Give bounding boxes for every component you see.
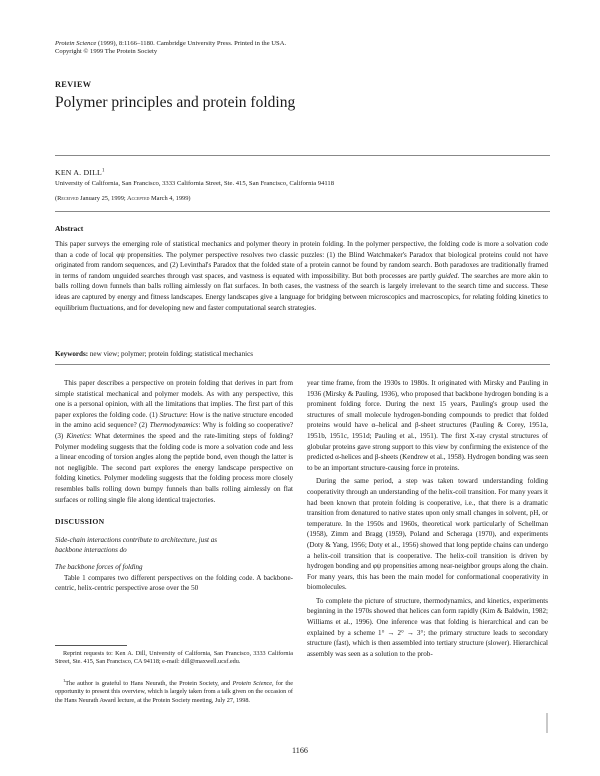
author-text: KEN A. DILL	[55, 168, 103, 177]
right-paragraph-2: During the same period, a step was taken toward understanding folding cooperativity through an understanding of the helix-coil transition. For many years it had been known that protein folding is cooperative, i.e., that there is a dramatic transition from denatured to native states upon only small changes in solvent, pH, or temperature. In the 1950s and 1960s, theoretical work particularly of Schellman (1958), Zimm and Bragg (1959), Poland and Scheraga (1970), and experiments (Doty & Yang, 1956; Doty et al., 1956) showed that long peptide chains can undergo a helix-coil transition that is cooperative. The helix-coil transition is driven by hydrogen bonding and φψ propensities among near-neighbor groups along the chain. For many years, this has been the main model for conformational cooperativity in biomolecules.	[307, 477, 548, 592]
article-title: Polymer principles and protein folding	[55, 94, 296, 111]
title-divider	[55, 155, 550, 156]
intro-structure-term: Structure	[159, 410, 186, 419]
intro-thermo-term: Thermodynamics	[149, 421, 199, 430]
subsection-side-chain: Side-chain interactions contribute to architecture, just as backbone interactions do	[55, 535, 218, 555]
keywords-text: new view; polymer; protein folding; statistical mechanics	[88, 350, 253, 358]
keywords	[55, 350, 253, 358]
author-affiliation: University of California, San Francisco, 3333 California Street, Ste. 415, San Francisco, California 94118	[55, 180, 335, 187]
footnote-emphasis: Protein Science	[232, 680, 273, 688]
author-footnote-mark: 1	[102, 168, 105, 174]
received-label: (Received	[55, 195, 79, 202]
accepted-label: Accepted	[125, 195, 150, 202]
table-paragraph: Table 1 compares two different perspectives on the folding code. A backbone-centric, helix-centric perspective arose over the 50	[55, 573, 293, 593]
subsection-backbone: The backbone forces of folding	[55, 562, 143, 571]
margin-mark	[546, 713, 548, 733]
intro-part-c: : Why is folding so cooperative? (3)	[55, 421, 294, 440]
right-paragraph-1: year time frame, from the 1930s to 1980s. It originated with Mirsky and Pauling in 1936 (Mirsky & Pauling, 1936), who proposed that backbone hydrogen bonding is a prominent folding force. During the next 15 years, Pauling's group used the structures of small molecule hydrogen-bonding compounds to predict that folded proteins would have α–helical and β-sheet structures (Pauling & Corey, 1951a, 1951b, 1951c, 1951d; Pauling et al., 1951). The first X-ray crystal structures of globular proteins gave strong support to this view by confirming the existence of the predicted α-helices and β-sheets (Kendrew et al., 1958). Hydrogen bonding was seen to be an important structure-causing force in proteins.	[307, 379, 548, 472]
footnote-divider	[55, 645, 127, 646]
left-column	[55, 378, 293, 594]
copyright-line: Copyright © 1999 The Protein Society	[55, 48, 158, 55]
abstract-part-a: This paper surveys the emerging role of statistical mechanics and polymer theory in protein folding. In the polymer perspective, the folding code is more a solvation code than a code of local φψ propensities. The polymer perspective resolves two classic puzzles: (1) the Blind Watchmaker's Paradox that biological proteins could not have originated from random sequences, and (2) Levinthal's Paradox that the folded state of a protein cannot be found by random search. Both paradoxes are traditionally framed in terms of random unguided searches through vast spaces, and vastness is equated with impossibility. But both processes are partly	[55, 240, 548, 280]
intro-kinetics-term: Kinetics	[66, 431, 90, 440]
author-name	[55, 168, 105, 177]
article-type: REVIEW	[55, 80, 92, 89]
accepted-date: March 4, 1999)	[149, 195, 191, 202]
intro-part-b: : How is the native structure encoded in the amino acid sequence? (2)	[55, 410, 293, 430]
abstract-text	[55, 239, 548, 313]
citation-line	[55, 40, 286, 48]
page-number: 1166	[292, 746, 308, 755]
footnote-mark: 1	[63, 678, 66, 683]
discussion-heading: DISCUSSION	[55, 517, 105, 527]
footnote-acknowledgment	[55, 677, 293, 705]
journal-header	[55, 40, 286, 56]
footnote-reprint: Reprint requests to: Ken A. Dill, University of California, San Francisco, 3333 California Street, Ste. 415, San Francisco, CA 94118; e-mail: dill@maxwell.ucsf.edu.	[55, 650, 293, 666]
right-column	[307, 378, 548, 659]
keywords-label: Keywords:	[55, 350, 89, 358]
citation-text: (1999), 8:1166–1180. Cambridge University Press. Printed in the USA.	[96, 40, 287, 47]
right-paragraph-3: To complete the picture of structure, thermodynamics, and kinetics, experiments beginning in the 1970s showed that helices can form rapidly (Kim & Baldwin, 1982; Williams et al., 1996). One inference was that folding is hierarchical and can be explained by a scheme 1° → 2° → 3°; the primary structure leads to secondary structure (fast), which is then assembled into tertiary structure (slower). Hierarchical assembly was seen as a solution to the prob-	[307, 596, 548, 658]
abstract-emphasis: guided	[438, 271, 458, 280]
abstract-top-divider	[55, 211, 550, 212]
intro-part-a: This paper describes a perspective on protein folding that derives in part from simple statistical mechanical and polymer models. As with any perspective, this one is a personal opinion, with all the limitations that implies. The first part of this paper explores the folding code. (1)	[55, 379, 293, 419]
intro-paragraph	[55, 378, 293, 505]
intro-part-d: : What determines the speed and the rate-limiting steps of folding? Polymer modeling suggests that the folding code is more a solvation code and less a linear encoding of torsion angles along the peptide bond, even though the latter is not negligible. The second part explores the energy landscape perspective on folding kinetics. Polymer modeling suggests that the folding process more closely resembles balls rolling down bumpy funnels than balls rolling aimlessly on flat surfaces or rolling single file along identical trajectories.	[55, 431, 294, 504]
footnote-part-a: The author is grateful to Hans Neurath, the Protein Society, and	[65, 680, 233, 688]
received-date: January 25, 1999;	[78, 195, 126, 202]
footnote-part-b: , for the opportunity to present this overview, which is largely taken from a talk given on the occasion of the Hans Neurath Award lecture, at the Protein Society meeting, July 27, 1998.	[55, 680, 293, 704]
article-dates	[55, 195, 191, 202]
journal-name: Protein Science	[55, 40, 97, 47]
abstract-part-b: . The searches are more akin to balls rolling down funnels than balls rolling aimlessly on flat surfaces. In both cases, the vastness of the search is largely irrelevant to the search time and success. These ideas are captured by energy and fitness landscapes. Energy landscapes give a language for bridging between microscopics and macroscopics, for relating folding kinetics to equilibrium fluctuations, and for developing new and faster computational search strategies.	[55, 271, 548, 312]
abstract-bottom-divider	[55, 364, 550, 365]
abstract-heading: Abstract	[55, 224, 84, 233]
